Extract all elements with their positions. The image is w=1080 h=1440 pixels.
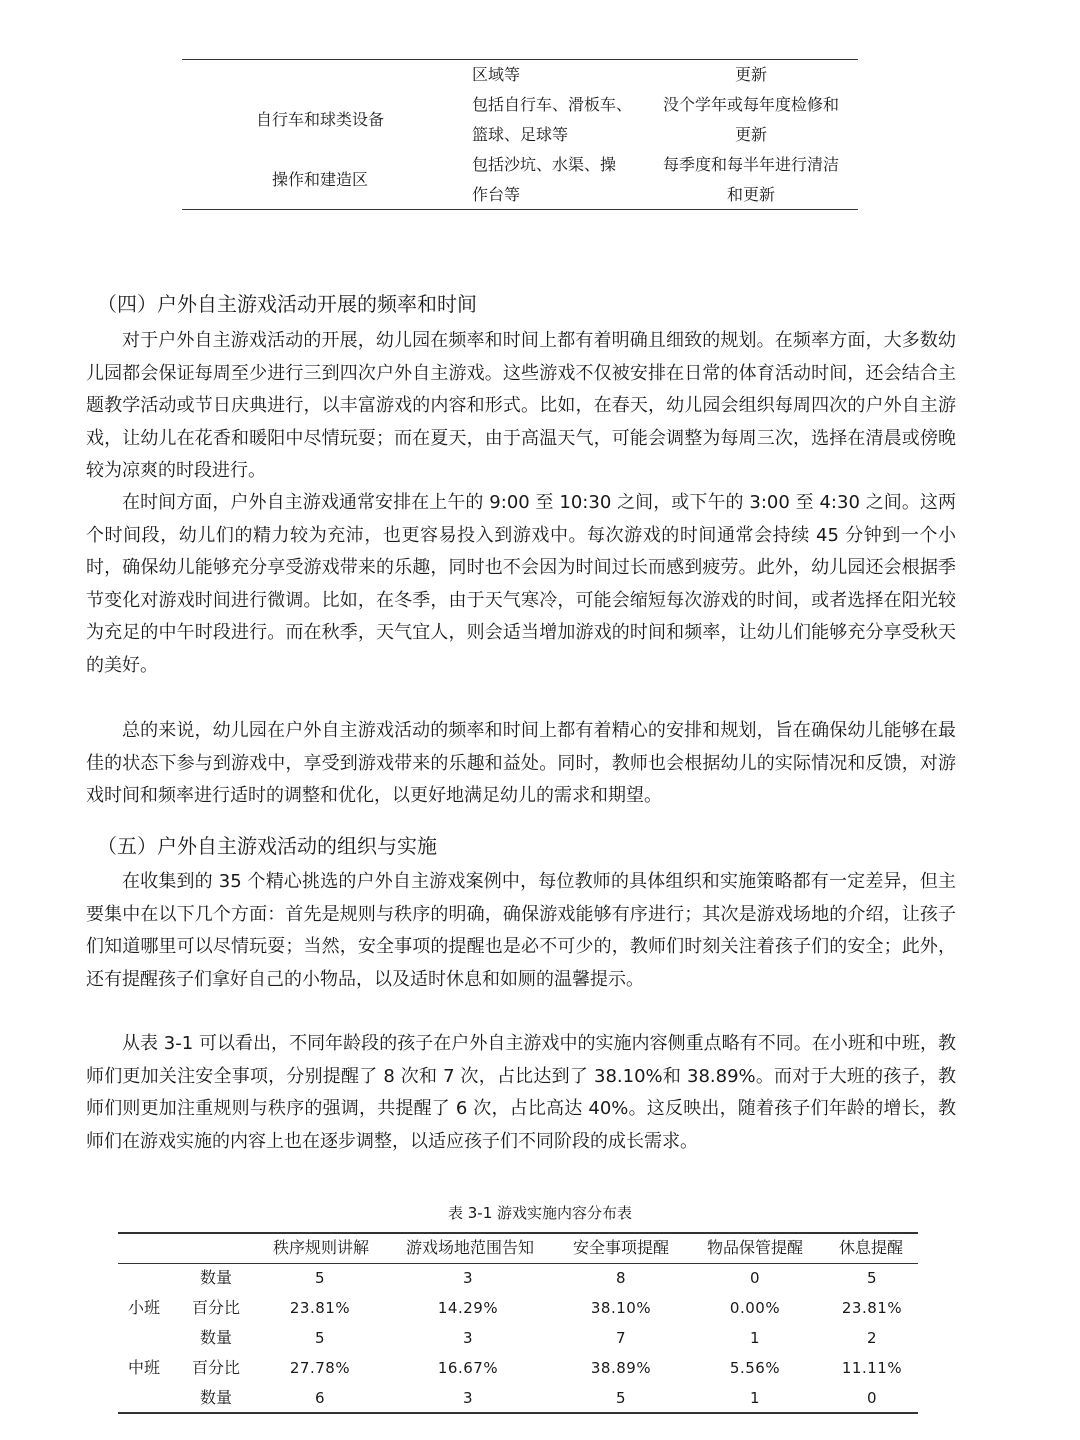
- table-bottom-rule: [118, 1412, 918, 1414]
- table-cell: 14.29%: [437, 1299, 499, 1317]
- column-header: 秩序规则讲解: [272, 1238, 369, 1257]
- table-cell: 11.11%: [841, 1359, 903, 1377]
- table-cell: 3: [462, 1269, 474, 1287]
- column-header: 安全事项提醒: [572, 1238, 669, 1257]
- table-cell: 3: [462, 1329, 474, 1347]
- table-cell: 5: [314, 1269, 326, 1287]
- table-cell: 1: [749, 1329, 761, 1347]
- table-cell: 0: [749, 1269, 761, 1287]
- table-cell: 5: [314, 1329, 326, 1347]
- group-label: 小班: [127, 1298, 160, 1317]
- table-cell: 23.81%: [841, 1299, 903, 1317]
- row-label: 数量: [199, 1388, 232, 1407]
- table-cell: 1: [749, 1389, 761, 1407]
- table-cell: 6: [314, 1389, 326, 1407]
- section-5-paragraph-2: 从表 3-1 可以看出，不同年龄段的孩子在户外自主游戏中的实施内容侧重点略有不同。在小班和中班，教师们更加关注安全事项，分别提醒了 8 次和 7 次，占比达到了 38.10%和 38.89%。而对于大班的孩子，教师们则更加注重规则与秩序的强调，共提醒了 6 次，占比高达 40%。这反映出，随着孩子们年龄的增长，教师们在游戏实施的内容上也在逐步调整，以适应孩子们不同阶段的成长需求。: [86, 1033, 956, 1152]
- section-4-paragraph-2: 在时间方面，户外自主游戏通常安排在上午的 9:00 至 10:30 之间，或下午的 3:00 至 4:30 之间。这两个时间段，幼儿们的精力较为充沛，也更容易投入到游戏中。每次游戏的时间通常会持续 45 分钟到一个小时，确保幼儿能够充分享受游戏带来的乐趣，同时也不会因为时间过长而感到疲劳。此外，幼儿园还会根据季节变化对游戏时间进行微调。比如，在冬季，由于天气寒冷，可能会缩短每次游戏的时间，或者选择在阳光较为充足的中午时段进行。而在秋季，天气宜人，则会适当增加游戏的时间和频率，让幼儿们能够充分享受秋天的美好。: [86, 492, 956, 676]
- table-cell: 没个学年或每年度检修和: [662, 95, 839, 114]
- table-cell: 2: [866, 1329, 878, 1347]
- top-table-bottom-rule: [182, 209, 858, 210]
- table-cell: 更新: [734, 65, 767, 84]
- group-label: 中班: [127, 1358, 160, 1377]
- section-5-paragraph-1: 在收集到的 35 个精心挑选的户外自主游戏案例中，每位教师的具体组织和实施策略都有一定差异，但主要集中在以下几个方面：首先是规则与秩序的明确，确保游戏能够有序进行；其次是游戏场地的介绍，让孩子们知道哪里可以尽情玩耍；当然，安全事项的提醒也是必不可少的，教师们时刻关注着孩子们的安全；此外，还有提醒孩子们拿好自己的小物品，以及适时休息和如厕的温馨提示。: [86, 871, 956, 990]
- table-cell: 区域等: [472, 65, 521, 84]
- table-cell: 篮球、足球等: [472, 125, 569, 144]
- column-header: 休息提醒: [838, 1238, 903, 1257]
- table-cell: 操作和建造区: [271, 170, 368, 189]
- table-cell: 38.10%: [590, 1299, 652, 1317]
- row-label: 数量: [199, 1328, 232, 1347]
- table-cell: 8: [615, 1269, 627, 1287]
- column-header: 游戏场地范围告知: [405, 1238, 534, 1257]
- row-label: 数量: [199, 1268, 232, 1287]
- table-cell: 和更新: [726, 185, 775, 204]
- table-caption: 表 3-1 游戏实施内容分布表: [447, 1204, 633, 1222]
- table-cell: 5: [866, 1269, 878, 1287]
- table-cell: 38.89%: [590, 1359, 652, 1377]
- table-cell: 3: [462, 1389, 474, 1407]
- table-cell: 23.81%: [289, 1299, 351, 1317]
- table-cell: 更新: [734, 125, 767, 144]
- table-cell: 包括自行车、滑板车、: [472, 95, 633, 114]
- table-cell: 0.00%: [729, 1299, 781, 1317]
- section-5-heading: （五）户外自主游戏活动的组织与实施: [97, 834, 437, 858]
- row-label: 百分比: [191, 1358, 240, 1377]
- section-4-heading: （四）户外自主游戏活动开展的频率和时间: [97, 292, 477, 316]
- column-header: 物品保管提醒: [706, 1238, 803, 1257]
- table-cell: 作台等: [472, 185, 521, 204]
- table-cell: 0: [866, 1389, 878, 1407]
- section-4-paragraph-3: 总的来说，幼儿园在户外自主游戏活动的频率和时间上都有着精心的安排和规划，旨在确保幼儿能够在最佳的状态下参与到游戏中，享受到游戏带来的乐趣和益处。同时，教师也会根据幼儿的实际情况和反馈，对游戏时间和频率进行适时的调整和优化，以更好地满足幼儿的需求和期望。: [86, 720, 956, 806]
- table-cell: 5: [615, 1389, 627, 1407]
- table-cell: 16.67%: [437, 1359, 499, 1377]
- table-cell: 每季度和每半年进行清洁: [662, 155, 839, 174]
- table-cell: 7: [615, 1329, 627, 1347]
- table-cell: 自行车和球类设备: [255, 110, 384, 129]
- table-cell: 27.78%: [289, 1359, 351, 1377]
- table-cell: 5.56%: [729, 1359, 781, 1377]
- row-label: 百分比: [191, 1298, 240, 1317]
- table-cell: 包括沙坑、水渠、操: [472, 155, 617, 174]
- section-4-paragraph-1: 对于户外自主游戏活动的开展，幼儿园在频率和时间上都有着明确且细致的规划。在频率方面，大多数幼儿园都会保证每周至少进行三到四次户外自主游戏。这些游戏不仅被安排在日常的体育活动时间，还会结合主题教学活动或节日庆典进行，以丰富游戏的内容和形式。比如，在春天，幼儿园会组织每周四次的户外自主游戏，让幼儿在花香和暖阳中尽情玩耍；而在夏天，由于高温天气，可能会调整为每周三次，选择在清晨或傍晚较为凉爽的时段进行。: [86, 330, 956, 481]
